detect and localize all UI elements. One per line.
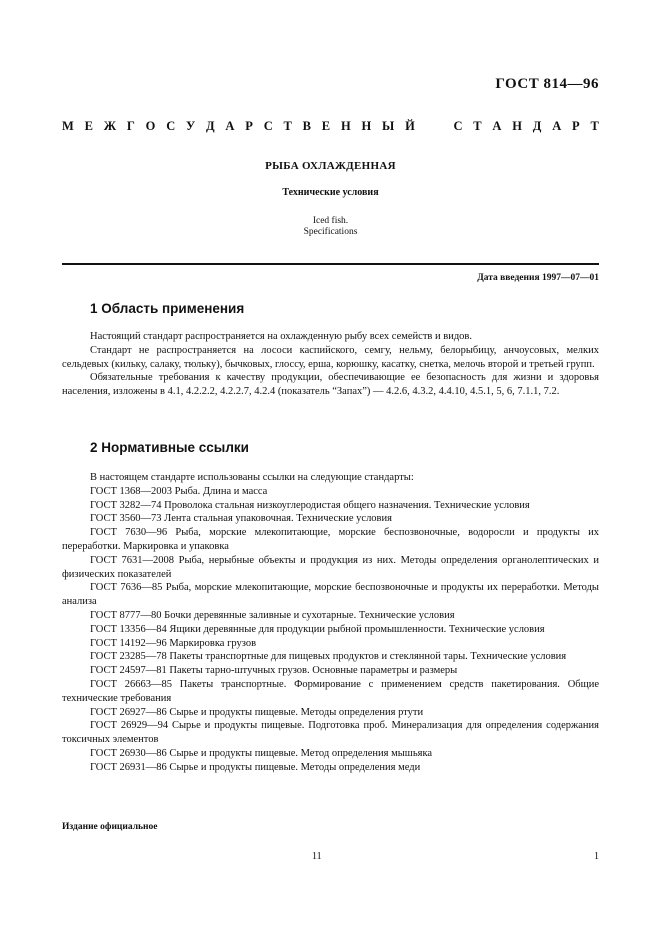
reference-item: ГОСТ 26929—94 Сырье и продукты пищевые. Подготовка проб. Минерализация для определения содержания токсичных элементов — [62, 720, 599, 746]
heading-letter: Р — [245, 119, 253, 133]
heading-letter: А — [492, 119, 502, 133]
reference-item: ГОСТ 3282—74 Проволока стальная низкоуглеродистая общего назначения. Технические условия — [90, 499, 530, 511]
section-2-heading: 2 Нормативные ссылки — [90, 440, 249, 455]
heading-letter: Т — [473, 119, 482, 133]
reference-item: ГОСТ 3560—73 Лента стальная упаковочная. Технические условия — [90, 513, 392, 525]
heading-letter: Ж — [103, 119, 117, 133]
reference-item: ГОСТ 1368—2003 Рыба. Длина и масса — [90, 485, 268, 497]
document-title: РЫБА ОХЛАЖДЕННАЯ — [265, 160, 396, 172]
standard-type-heading — [62, 119, 599, 134]
reference-item: ГОСТ 26927—86 Сырье и продукты пищевые. Методы определения ртути — [90, 706, 424, 718]
heading-letter: Д — [206, 119, 215, 133]
page-number-center: 11 — [312, 851, 322, 862]
heading-letter: У — [186, 119, 196, 133]
page-number-right: 1 — [594, 851, 599, 862]
heading-letter: О — [145, 119, 156, 133]
reference-item: ГОСТ 8777—80 Бочки деревянные заливные и сухотарные. Технические условия — [90, 609, 455, 621]
heading-letter: Г — [126, 119, 135, 133]
heading-letter: А — [552, 119, 562, 133]
paragraph: Обязательные требования к качеству продукции, обеспечивающие ее безопасность для жизни и здоровья населения, изложены в 4.1, 4.2.2.2, 4.2.2.7, 4.2.4 (показатель “Запах”) — 4.2.6, 4.3.2, 4.4.10, 4.5.1, 5, 6, 7.1.1, 7.2. — [62, 372, 599, 398]
reference-item: ГОСТ 7636—85 Рыба, морские млекопитающие, морские беспозвоночные и продукты их переработки. Методы анализа — [62, 582, 599, 608]
heading-letter: Ы — [382, 119, 395, 133]
heading-letter: Д — [532, 119, 542, 133]
header-divider — [62, 263, 599, 265]
reference-item: ГОСТ 26931—86 Сырье и продукты пищевые. Методы определения меди — [90, 761, 421, 773]
paragraph: Стандарт не распространяется на лососи каспийского, семгу, нельму, белорыбицу, анчоусовых, мелких сельдевых (кильку, салаку, тюльку), бычковых, глоссу, ерша, корюшку, касатку, снетка, мелочь второй и третьей групп. — [62, 344, 599, 370]
paragraph: Настоящий стандарт распространяется на охлажденную рыбу всех семейств и видов. — [90, 331, 473, 342]
heading-letter: М — [62, 119, 74, 133]
english-title: Iced fish. — [312, 216, 349, 226]
reference-item: ГОСТ 14192—96 Маркировка грузов — [90, 637, 257, 649]
heading-letter — [426, 119, 429, 134]
section-2-body — [62, 471, 599, 775]
heading-letter: С — [166, 119, 176, 133]
heading-letter: Т — [590, 119, 599, 133]
reference-item: ГОСТ 7630—96 Рыба, морские млекопитающие, морские беспозвоночные, водоросли и продукты их переработки. Маркировка и упаковка — [62, 527, 599, 552]
heading-letter: А — [225, 119, 235, 133]
edition-note: Издание официальное — [62, 822, 158, 832]
heading-letter: Н — [361, 119, 372, 133]
heading-letter: В — [302, 119, 311, 133]
reference-item: ГОСТ 26930—86 Сырье и продукты пищевые. Метод определения мышьяка — [90, 747, 433, 759]
english-subtitle: Specifications — [303, 227, 358, 237]
gost-number: ГОСТ 814—96 — [495, 76, 599, 92]
heading-letter: Н — [512, 119, 522, 133]
heading-letter: Р — [572, 119, 580, 133]
paragraph: В настоящем стандарте использованы ссылки на следующие стандарты: — [90, 472, 414, 483]
heading-letter: Н — [340, 119, 351, 133]
section-1-body — [62, 330, 599, 399]
reference-item: ГОСТ 24597—81 Пакеты тарно-штучных грузов. Основные параметры и размеры — [90, 665, 458, 677]
section-1-heading: 1 Область применения — [90, 301, 245, 316]
heading-letter: С — [263, 119, 273, 133]
reference-item: ГОСТ 23285—78 Пакеты транспортные для пищевых продуктов и стеклянной тары. Технические условия — [90, 651, 567, 663]
reference-item: ГОСТ 7631—2008 Рыба, нерыбные объекты и продукция из них. Методы определения органолептических и физических показателей — [62, 554, 599, 580]
heading-letter: С — [453, 119, 463, 133]
heading-letter — [440, 119, 443, 134]
introduction-date: Дата введения 1997—07—01 — [477, 273, 599, 283]
reference-item: ГОСТ 13356—84 Ящики деревянные для продукции рыбной промышленности. Технические условия — [90, 623, 545, 635]
heading-letter: Й — [405, 119, 415, 133]
reference-item: ГОСТ 26663—85 Пакеты транспортные. Формирование с применением средств пакетирования. Общие технические требования — [62, 678, 599, 704]
heading-letter: Т — [283, 119, 292, 133]
document-subtitle: Технические условия — [282, 187, 379, 198]
heading-letter: Е — [321, 119, 331, 133]
heading-letter: Е — [84, 119, 93, 133]
